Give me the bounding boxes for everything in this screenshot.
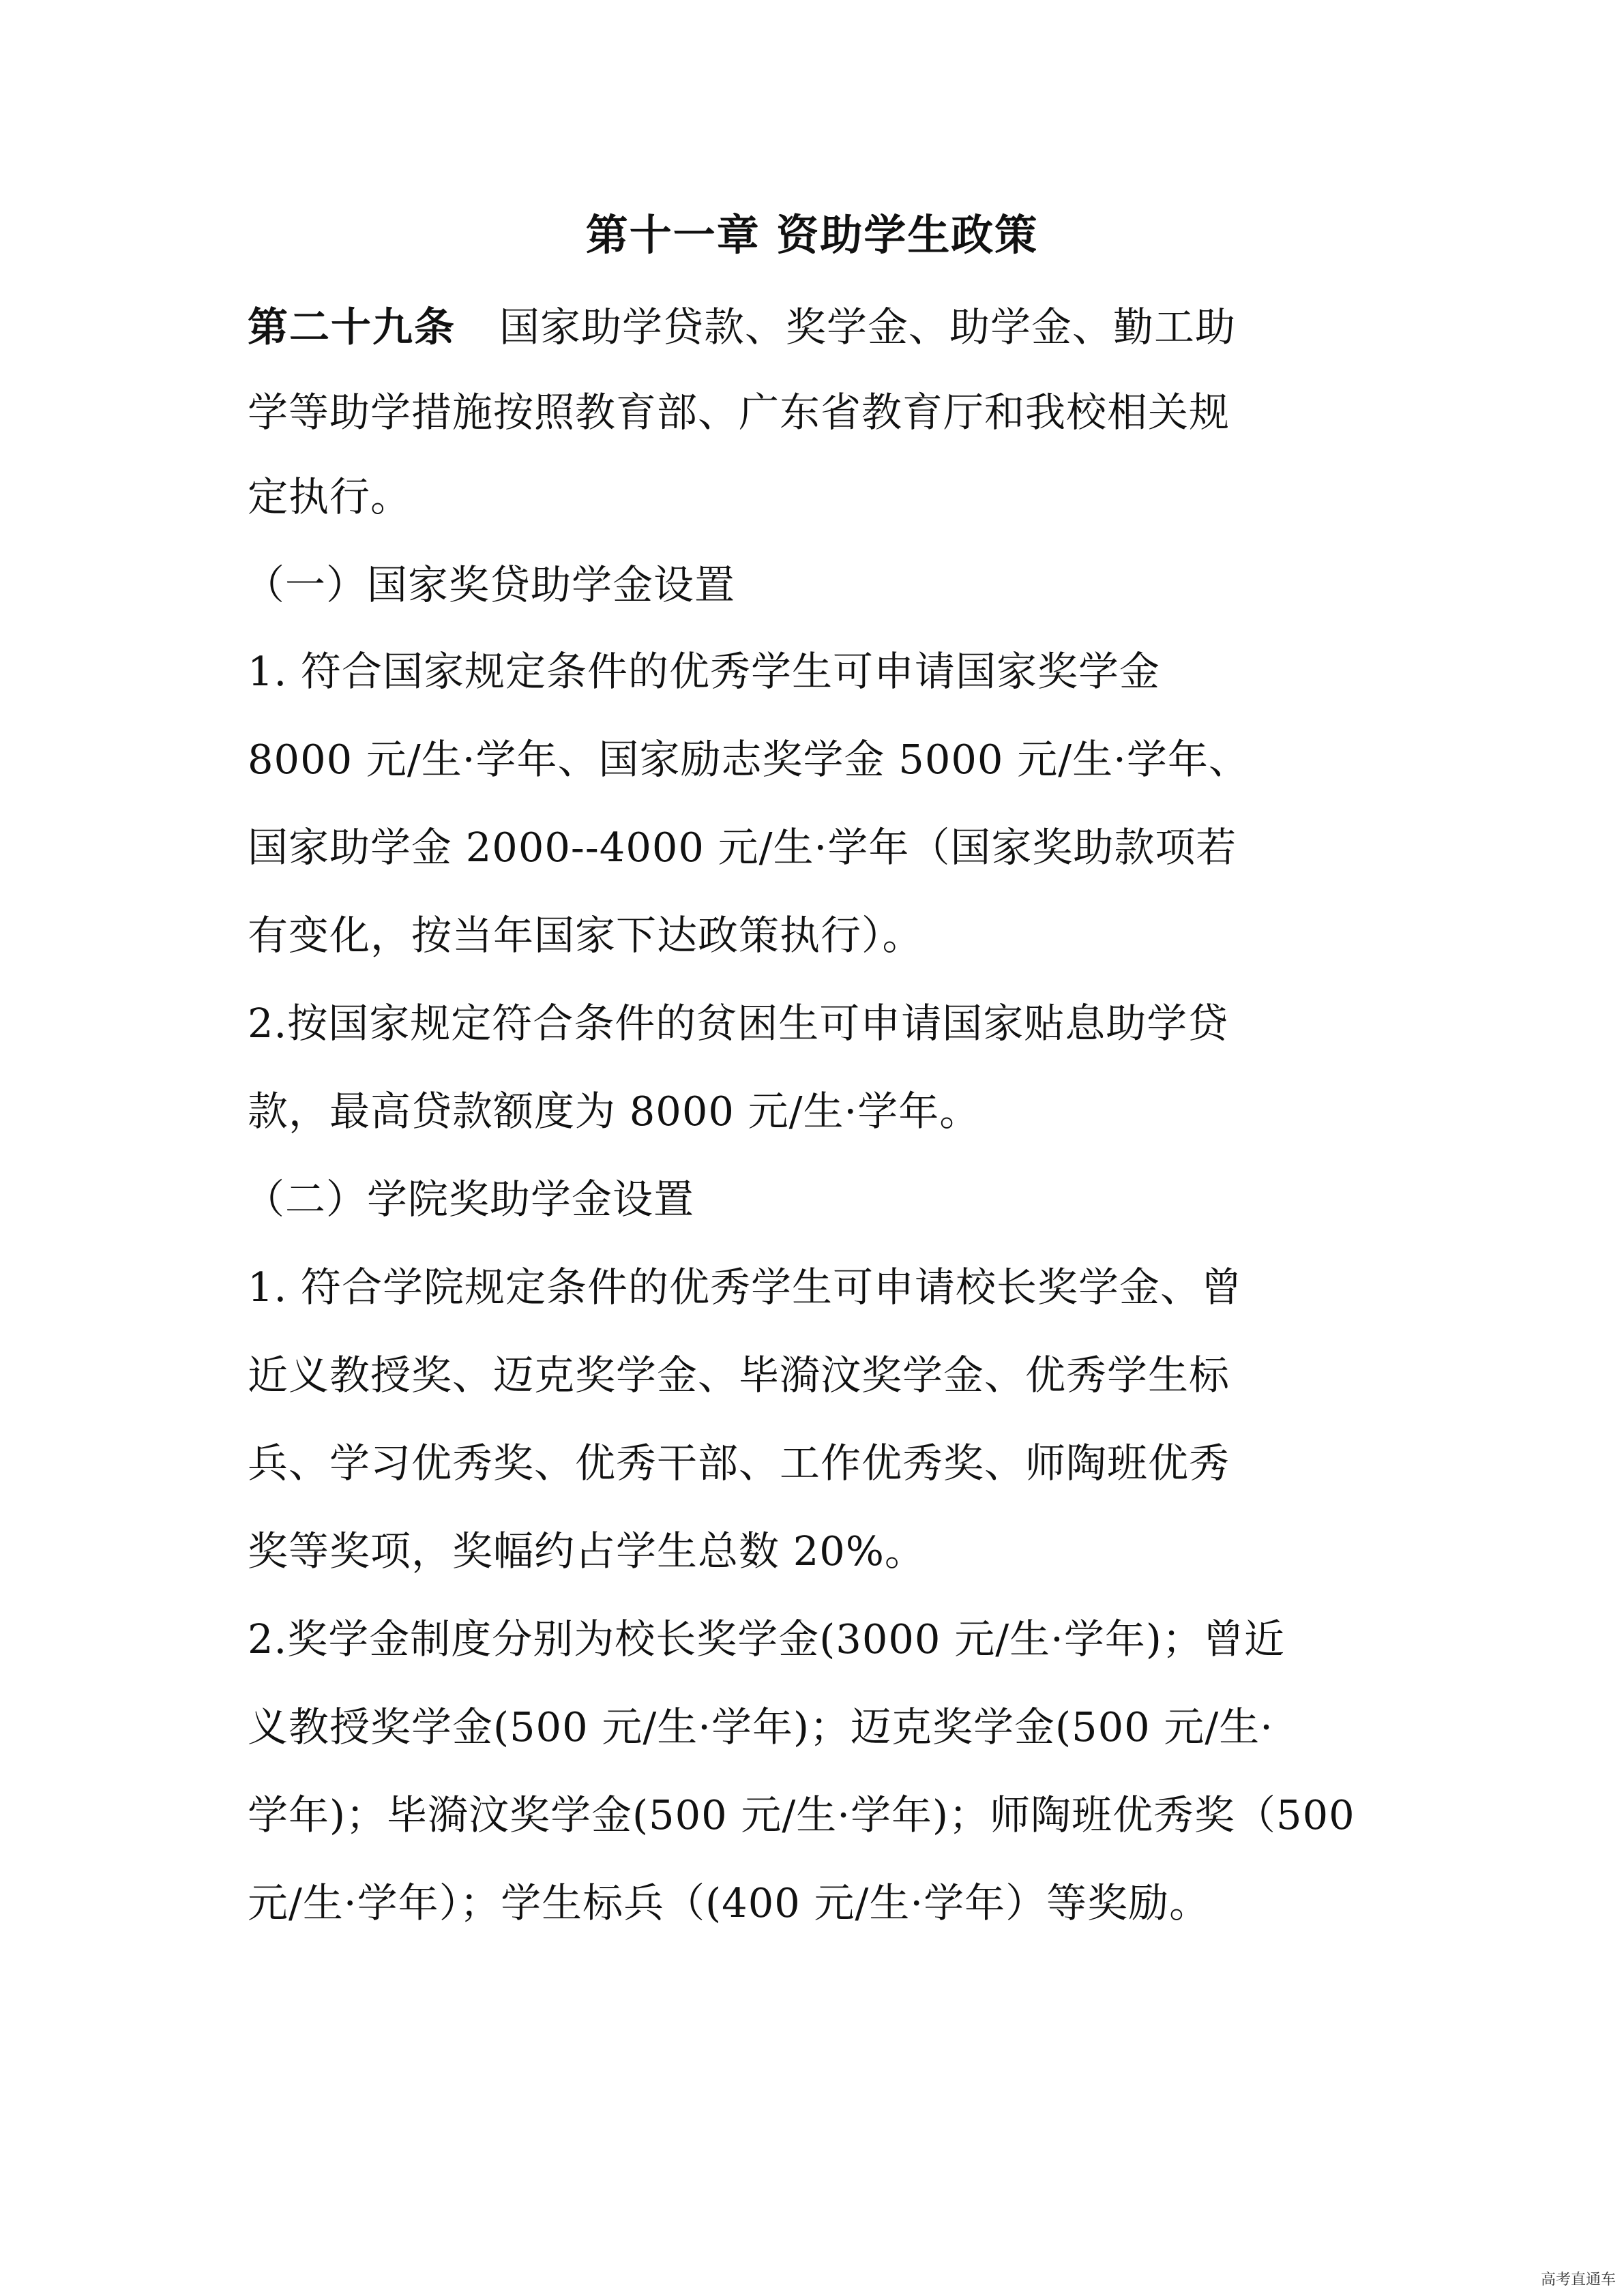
section-heading-national: （一）国家奖贷助学金设置 [244, 561, 736, 608]
body-line: 学年)；毕漪汶奖学金(500 元/生·学年)；师陶班优秀奖（500 [248, 1791, 1355, 1838]
body-line: 近义教授奖、迈克奖学金、毕漪汶奖学金、优秀学生标 [248, 1352, 1230, 1399]
body-line: 学等助学措施按照教育部、广东省教育厅和我校相关规 [248, 389, 1230, 436]
body-line: 有变化，按当年国家下达政策执行）。 [248, 912, 924, 959]
article-heading: 第二十九条 [248, 303, 456, 351]
chapter-title: 第十一章 资助学生政策 [585, 210, 1039, 260]
body-line: 义教授奖学金(500 元/生·学年)；迈克奖学金(500 元/生· [248, 1703, 1274, 1750]
body-line: 元/生·学年）；学生标兵（(400 元/生·学年）等奖励。 [248, 1879, 1211, 1926]
section-heading-college: （二）学院奖助学金设置 [244, 1176, 695, 1223]
body-line: 奖等奖项，奖幅约占学生总数 20%。 [248, 1527, 926, 1575]
watermark-text: 高考直通车 [1540, 2271, 1616, 2288]
article-29-line [248, 300, 1236, 355]
body-line: 定执行。 [248, 473, 412, 520]
body-line: 2.按国家规定符合条件的贫困生可申请国家贴息助学贷 [248, 1000, 1229, 1047]
body-line: 2.奖学金制度分别为校长奖学金(3000 元/生·学年)；曾近 [248, 1615, 1285, 1663]
body-line: 款，最高贷款额度为 8000 元/生·学年。 [248, 1088, 981, 1135]
body-line: 1. 符合国家规定条件的优秀学生可申请国家奖学金 [248, 648, 1161, 695]
body-line: 国家助学金 2000--4000 元/生·学年（国家奖助款项若 [248, 824, 1237, 871]
body-line: 兵、学习优秀奖、优秀干部、工作优秀奖、师陶班优秀 [248, 1440, 1230, 1487]
body-line: 国家助学贷款、奖学金、助学金、勤工助 [499, 303, 1237, 351]
body-line: 1. 符合学院规定条件的优秀学生可申请校长奖学金、曾 [248, 1264, 1243, 1311]
body-line: 8000 元/生·学年、国家励志奖学金 5000 元/生·学年、 [248, 736, 1250, 783]
